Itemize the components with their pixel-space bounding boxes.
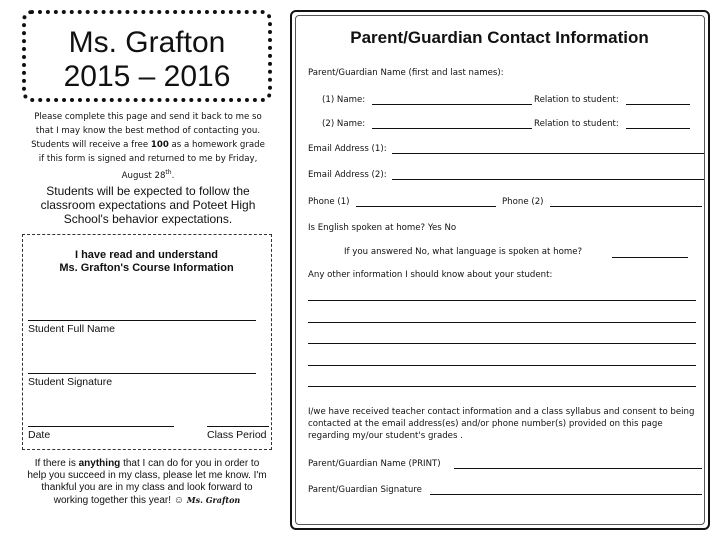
other-info-line-5[interactable] bbox=[308, 386, 696, 387]
guardian-signature-line[interactable] bbox=[430, 494, 702, 495]
other-info-line-2[interactable] bbox=[308, 322, 696, 323]
relation-2-line[interactable] bbox=[626, 128, 690, 129]
student-signature-line[interactable] bbox=[28, 373, 256, 374]
relation-2-label: Relation to student: bbox=[534, 119, 619, 129]
guardian-print-line[interactable] bbox=[454, 468, 702, 469]
instructions-bold: 100 bbox=[150, 140, 169, 150]
email-2-label: Email Address (2): bbox=[308, 170, 387, 180]
class-period-line[interactable] bbox=[207, 426, 269, 427]
ack-line-2: Ms. Grafton's Course Information bbox=[59, 262, 234, 274]
form-heading: Parent/Guardian Contact Information bbox=[350, 28, 649, 47]
other-info-label: Any other information I should know about your student: bbox=[308, 270, 553, 280]
acknowledgement-box bbox=[22, 234, 272, 450]
expectations-text: Students will be expected to follow the classroom expectations and Poteet High School's behavior expectations. bbox=[40, 184, 256, 226]
guardian-signature-label: Parent/Guardian Signature bbox=[308, 485, 422, 495]
other-info-line-4[interactable] bbox=[308, 365, 696, 366]
other-info-line-3[interactable] bbox=[308, 343, 696, 344]
guardian-print-label: Parent/Guardian Name (PRINT) bbox=[308, 459, 441, 469]
language-line[interactable] bbox=[612, 257, 688, 258]
class-period-label: Class Period bbox=[207, 429, 267, 441]
date-line[interactable] bbox=[28, 426, 174, 427]
email-1-label: Email Address (1): bbox=[308, 144, 387, 154]
name-2-label: (2) Name: bbox=[322, 119, 366, 129]
ack-line-1: I have read and understand bbox=[74, 249, 219, 261]
closing-text bbox=[26, 458, 268, 507]
phone-2-label: Phone (2) bbox=[502, 197, 544, 207]
language-question: If you answered No, what language is spoken at home? bbox=[344, 247, 583, 257]
phone-1-line[interactable] bbox=[356, 206, 496, 207]
ack-heading bbox=[23, 249, 270, 275]
relation-1-label: Relation to student: bbox=[534, 95, 619, 105]
school-year: 2015 – 2016 bbox=[63, 60, 231, 93]
teacher-signature-text: Ms. Grafton bbox=[186, 495, 241, 505]
teacher-name: Ms. Grafton bbox=[68, 26, 226, 59]
name-1-label: (1) Name: bbox=[322, 95, 366, 105]
phone-2-line[interactable] bbox=[550, 206, 702, 207]
instructions-post: as a homework grade if this form is signed and returned to me by Friday, August 28 bbox=[38, 140, 265, 181]
name-2-line[interactable] bbox=[372, 128, 532, 129]
email-1-line[interactable] bbox=[392, 153, 705, 154]
closing-post: that I can do for you in order to help you succeed in my class, please let me know. I'm thankful you are in my class and look forward to working together this year! ☺ bbox=[27, 458, 267, 506]
english-question: Is English spoken at home? Yes No bbox=[308, 223, 457, 233]
student-name-line[interactable] bbox=[28, 320, 256, 321]
closing-pre: If there is bbox=[34, 458, 79, 469]
consent-text: I/we have received teacher contact information and a class syllabus and consent to being contacted at the email address(es) and/or phone number(s) provided on this page regarding my/our student's grades . bbox=[308, 407, 695, 441]
contact-form-panel bbox=[290, 10, 710, 530]
relation-1-line[interactable] bbox=[626, 104, 690, 105]
title-box bbox=[22, 10, 272, 102]
other-info-line-1[interactable] bbox=[308, 300, 696, 301]
closing-bold: anything bbox=[78, 458, 121, 469]
guardian-name-label: Parent/Guardian Name (first and last names): bbox=[308, 68, 504, 78]
instructions-end: . bbox=[171, 170, 175, 181]
instructions-pre: Please complete this page and send it back to me so that I may know the best method of contacting you. Students will receive a free bbox=[31, 112, 262, 150]
date-label: Date bbox=[28, 429, 51, 441]
email-2-line[interactable] bbox=[392, 179, 705, 180]
phone-1-label: Phone (1) bbox=[308, 197, 350, 207]
name-1-line[interactable] bbox=[372, 104, 532, 105]
instructions-text bbox=[28, 110, 268, 183]
student-full-name-label: Student Full Name bbox=[28, 323, 115, 335]
student-signature-label: Student Signature bbox=[28, 376, 113, 388]
instructions-sup: th bbox=[165, 169, 172, 176]
